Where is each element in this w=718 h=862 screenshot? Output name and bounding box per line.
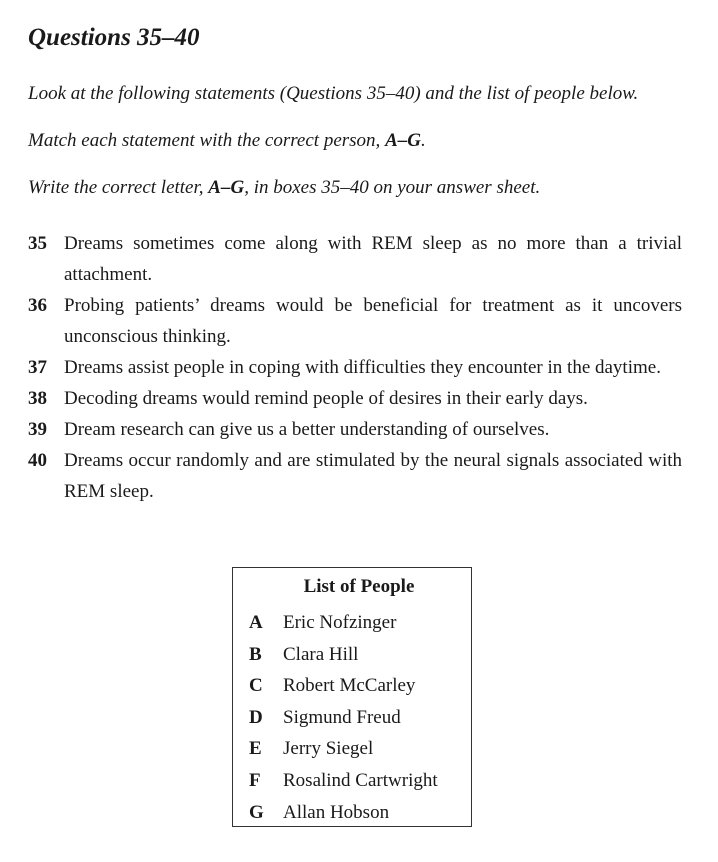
person-letter: B (249, 643, 262, 665)
person-name: Jerry Siegel (283, 738, 374, 760)
person-name: Allan Hobson (283, 801, 390, 823)
instruction-text: Match each statement with the correct person, (28, 130, 386, 151)
question-text: Decoding dreams would remind people of desires in their early days. (64, 388, 588, 409)
question-text: Dream research can give us a better understanding of ourselves. (64, 419, 550, 440)
instruction-3 (28, 177, 540, 199)
person-name: Clara Hill (283, 643, 359, 665)
instruction-1 (28, 83, 638, 105)
question-text: Dreams occur randomly and are stimulated by the neural signals associated with REM sleep. (64, 450, 682, 502)
instruction-text: . (420, 130, 426, 151)
question-item (28, 290, 682, 352)
instruction-2 (28, 130, 426, 152)
person-letter: G (249, 801, 264, 823)
person-name: Eric Nofzinger (283, 612, 397, 633)
question-item (28, 228, 682, 290)
people-list (249, 607, 438, 828)
people-list-box (232, 567, 472, 827)
question-item (28, 445, 682, 507)
person-item (249, 607, 438, 639)
question-number: 35 (28, 233, 47, 254)
question-text: Probing patients’ dreams would be beneficial for treatment as it uncovers unconscious thinking. (64, 295, 682, 347)
person-letter: E (249, 738, 262, 760)
question-number: 37 (28, 357, 47, 378)
person-letter: C (249, 675, 263, 697)
person-letter: D (249, 706, 263, 728)
instruction-text: , in boxes 35–40 on your answer sheet. (244, 177, 541, 198)
question-number: 39 (28, 419, 47, 440)
people-list-title: List of People (303, 576, 415, 597)
person-name: Rosalind Cartwright (283, 769, 438, 791)
person-item (249, 670, 438, 702)
person-item (249, 702, 438, 734)
instruction-text: Look at the following statements (Questions 35–40) and the list of people below. (28, 83, 639, 104)
question-text: Dreams assist people in coping with difficulties they encounter in the daytime. (64, 357, 661, 378)
instruction-letter-range: A–G (208, 177, 245, 198)
question-text: Dreams sometimes come along with REM sleep as no more than a trivial attachment. (64, 233, 682, 285)
person-item (249, 797, 438, 829)
question-number: 38 (28, 388, 47, 409)
person-letter: F (249, 769, 261, 791)
instruction-letter-range: A–G (385, 130, 421, 151)
person-name: Robert McCarley (283, 675, 416, 697)
question-list (28, 228, 682, 507)
section-heading: Questions 35–40 (28, 24, 200, 51)
question-number: 36 (28, 295, 47, 316)
question-item (28, 352, 682, 383)
question-number: 40 (28, 450, 47, 471)
person-item (249, 765, 438, 797)
person-item (249, 733, 438, 765)
instruction-text: Write the correct letter, (28, 177, 209, 198)
question-item (28, 383, 682, 414)
person-item (249, 639, 438, 671)
question-item (28, 414, 682, 445)
person-letter: A (249, 612, 263, 633)
person-name: Sigmund Freud (283, 706, 401, 728)
